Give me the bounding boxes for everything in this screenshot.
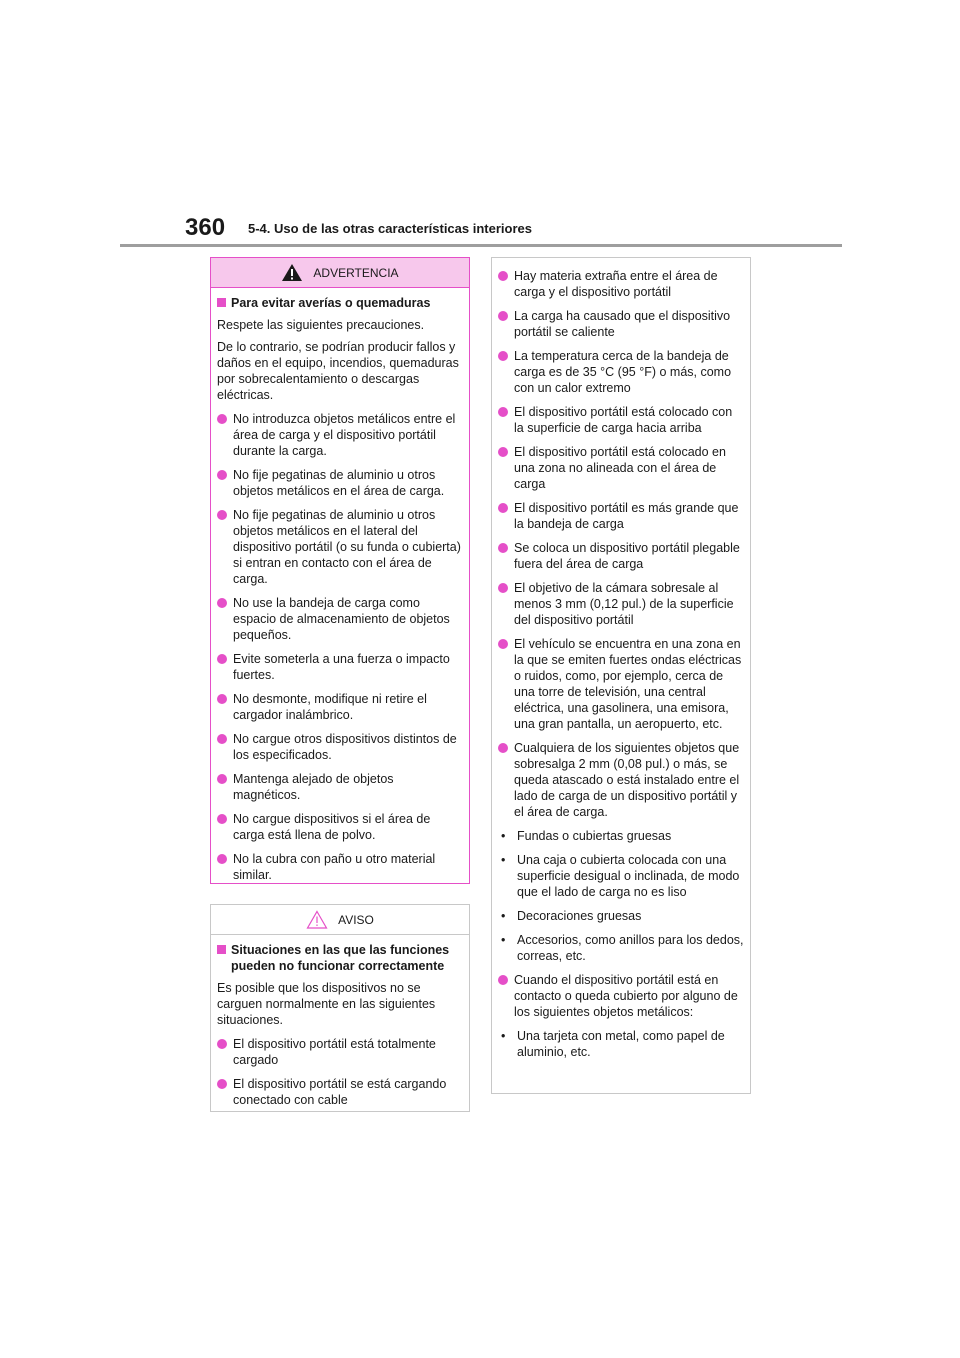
sub-list-item: • Decoraciones gruesas [501,909,642,923]
sub-list-item: • Fundas o cubiertas gruesas [501,829,672,843]
sub-list-item: • Accesorios, como anillos para los dedos, correas, etc. [501,933,744,963]
section-title: 5-4. Uso de las otras características interiores [248,221,532,236]
warning-title: ADVERTENCIA [313,265,399,280]
list-item: El dispositivo portátil es más grande que la bandeja de carga [498,500,744,532]
bullet-dot-icon [498,351,508,361]
warning-intro1: Respete las siguientes precauciones. [217,318,425,332]
warning-box [210,257,470,884]
bullet-dot-icon [217,654,227,664]
list-item: El dispositivo portátil se está cargando conectado con cable [217,1076,463,1108]
bullet-dot-icon [498,311,508,321]
list-item: Evite someterla a una fuerza o impacto fuertes. [217,651,463,683]
notice-intro: Es posible que los dispositivos no se carguen normalmente en las siguientes situaciones. [217,981,436,1027]
bullet-dot-icon [217,854,227,864]
sub-bullet-mark: • [501,1029,506,1043]
sub-bullet-mark: • [501,909,506,923]
continuation-box [491,257,751,1094]
list-item: Se coloca un dispositivo portátil plegable fuera del área de carga [498,540,744,572]
bullet-dot-icon [217,414,227,424]
bullet-dot-icon [498,271,508,281]
list-item: El dispositivo portátil está totalmente cargado [217,1036,463,1068]
bullet-dot-icon [498,583,508,593]
bullet-dot-icon [498,543,508,553]
bullet-dot-icon [498,447,508,457]
bullet-dot-icon [498,743,508,753]
notice-title: AVISO [338,912,374,927]
list-item: Cualquiera de los siguientes objetos que sobresalga 2 mm (0,08 pul.) o más, se queda atascado o está instalado entre el lado de carga de un dispositivo portátil y el área de carga. [498,740,744,820]
page-number: 360 [185,214,226,241]
list-item: No desmonte, modifique ni retire el cargador inalámbrico. [217,691,463,723]
list-item: No fije pegatinas de aluminio u otros objetos metálicos en el área de carga. [217,467,463,499]
bullet-dot-icon [498,503,508,513]
bullet-dot-icon [217,694,227,704]
bullet-dot-icon [498,975,508,985]
header-rule [120,244,842,247]
sub-bullet-mark: • [501,933,506,947]
list-item: No fije pegatinas de aluminio u otros objetos metálicos en el lateral del dispositivo portátil (o su funda o cubierta) si entran en contacto con el área de carga. [217,507,463,587]
list-item: No cargue otros dispositivos distintos de los especificados. [217,731,463,763]
bullet-dot-icon [498,407,508,417]
sub-list-item: • Una tarjeta con metal, como papel de aluminio, etc. [501,1029,725,1059]
list-item: El objetivo de la cámara sobresale al menos 3 mm (0,12 pul.) de la superficie del dispositivo portátil [498,580,744,628]
warning-intro2: De lo contrario, se podrían producir fallos y daños en el equipo, incendios, quemaduras por sobrecalentamiento o descargas eléctricas. [217,340,459,402]
sub-bullet-mark: • [501,829,506,843]
list-item: La temperatura cerca de la bandeja de carga es de 35 °C (95 °F) o más, como con un calor extremo [498,348,744,396]
warning-triangle-icon [281,263,303,282]
bullet-dot-icon [217,774,227,784]
bullet-dot-icon [217,598,227,608]
list-item: Hay materia extraña entre el área de carga y el dispositivo portátil [498,268,744,300]
list-item: La carga ha causado que el dispositivo portátil se caliente [498,308,744,340]
list-item: El vehículo se encuentra en una zona en la que se emiten fuertes ondas eléctricas o ruidos, como, por ejemplo, cerca de una torre de televisión, una central eléctrica, una gasolinera, una emisora, una gran pantalla, un aeropuerto, etc. [498,636,744,732]
notice-subtitle: Situaciones en las que las funciones pueden no funcionar correctamente [231,943,450,973]
list-item: No use la bandeja de carga como espacio de almacenamiento de objetos pequeños. [217,595,463,643]
bullet-dot-icon [217,1079,227,1089]
bullet-dot-icon [217,814,227,824]
sub-list-item: • Una caja o cubierta colocada con una superficie desigual o inclinada, de modo que el lado de carga no es liso [501,853,740,899]
list-item: No cargue dispositivos si el área de carga está llena de polvo. [217,811,463,843]
notice-subtitle-row [217,942,463,974]
caution-triangle-icon [306,910,328,929]
warning-subtitle-row [217,295,463,311]
list-item: El dispositivo portátil está colocado en una zona no alineada con el área de carga [498,444,744,492]
list-item: No la cubra con paño u otro material similar. [217,851,463,883]
notice-header [211,905,469,935]
warning-header [211,258,469,288]
bullet-dot-icon [217,734,227,744]
bullet-dot-icon [217,510,227,520]
square-bullet-icon [217,945,226,954]
bullet-dot-icon [498,639,508,649]
list-item: El dispositivo portátil está colocado con la superficie de carga hacia arriba [498,404,744,436]
warning-subtitle: Para evitar averías o quemaduras [231,296,431,310]
list-item: No introduzca objetos metálicos entre el área de carga y el dispositivo portátil durante la carga. [217,411,463,459]
notice-box [210,904,470,1112]
bullet-dot-icon [217,1039,227,1049]
bullet-dot-icon [217,470,227,480]
list-item: Mantenga alejado de objetos magnéticos. [217,771,463,803]
list-item: Cuando el dispositivo portátil está en contacto o queda cubierto por alguno de los siguientes objetos metálicos: [498,972,744,1020]
square-bullet-icon [217,298,226,307]
sub-bullet-mark: • [501,853,506,867]
